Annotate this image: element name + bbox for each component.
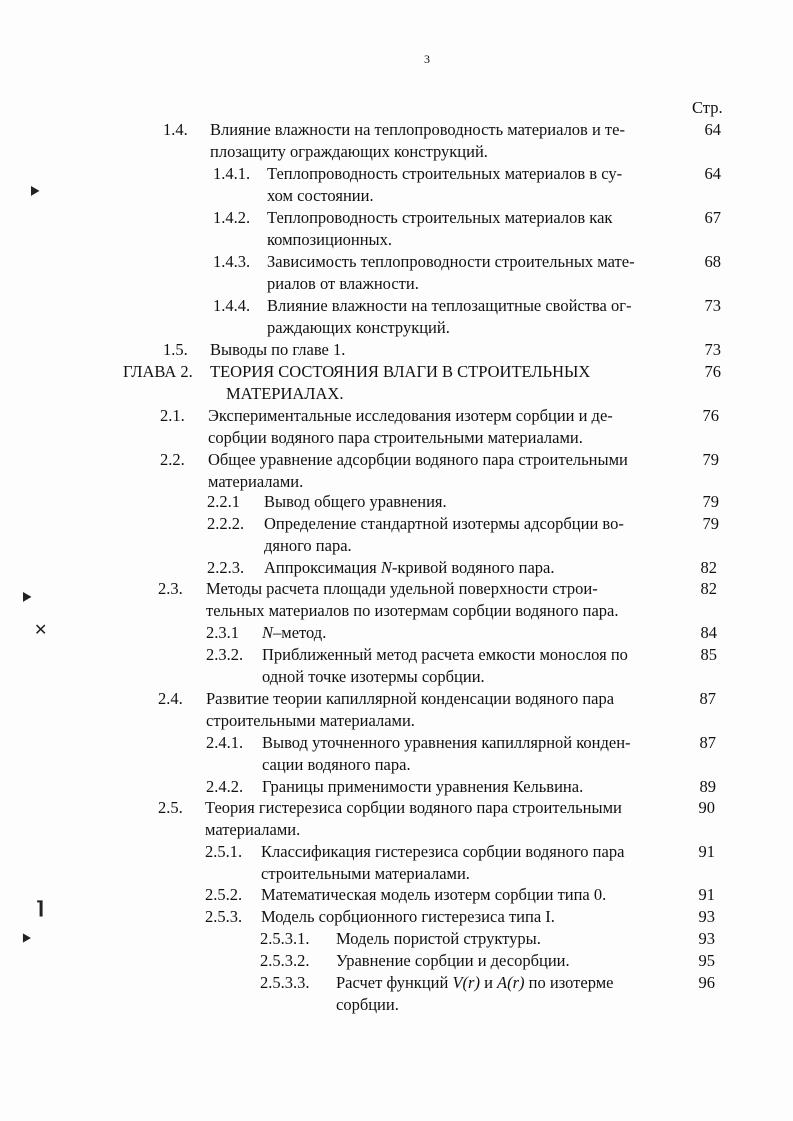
entry-title: Приближенный метод расчета емкости монослоя по одной точке изотермы сорбции. bbox=[262, 645, 628, 686]
entry-page: 89 bbox=[699, 777, 716, 796]
entry-title: Влияние влажности на теплозащитные свойства ог- раждающих конструкций. bbox=[267, 296, 632, 337]
scan-mark-icon: ✕ bbox=[34, 620, 48, 639]
entry-number: 2.4.1. bbox=[206, 733, 244, 752]
entry-page: 82 bbox=[700, 579, 717, 598]
entry-page: 93 bbox=[698, 929, 715, 948]
entry-page: 73 bbox=[704, 296, 721, 315]
entry-title: Вывод общего уравнения. bbox=[264, 492, 447, 511]
entry-number: 2.5.3.2. bbox=[260, 951, 310, 970]
entry-page: 91 bbox=[698, 885, 715, 904]
entry-title: Границы применимости уравнения Кельвина. bbox=[262, 777, 584, 796]
entry-title: Определение стандартной изотермы адсорбции во- дяного пара. bbox=[264, 514, 624, 555]
entry-page: 90 bbox=[698, 798, 715, 817]
entry-number: 2.2. bbox=[160, 450, 185, 469]
entry-title: Зависимость теплопроводности строительных мате- риалов от влажности. bbox=[267, 252, 635, 293]
entry-number: 1.4. bbox=[163, 120, 188, 139]
entry-page: 95 bbox=[698, 951, 715, 970]
entry-number: 2.5.1. bbox=[205, 842, 243, 861]
entry-number: 2.3. bbox=[158, 579, 183, 598]
entry-title: Аппроксимация N-кривой водяного пара. bbox=[264, 558, 555, 577]
entry-page: 67 bbox=[704, 208, 721, 227]
page-column-label: Стр. bbox=[692, 98, 723, 117]
entry-title: Модель пористой структуры. bbox=[336, 929, 541, 948]
entry-title: Теплопроводность строительных материалов в су- хом состоянии. bbox=[267, 164, 623, 205]
entry-title: Общее уравнение адсорбции водяного пара строительными материалами. bbox=[208, 450, 628, 491]
entry-title: Вывод уточненного уравнения капиллярной конден- сации водяного пара. bbox=[262, 733, 631, 774]
entry-number: 1.4.3. bbox=[213, 252, 251, 271]
chapter-number: ГЛАВА 2. bbox=[123, 362, 193, 381]
entry-number: 1.4.1. bbox=[213, 164, 251, 183]
entry-number: 2.5.2. bbox=[205, 885, 243, 904]
entry-number: 2.5. bbox=[158, 798, 183, 817]
entry-number: 2.2.1 bbox=[207, 492, 240, 511]
entry-page: 79 bbox=[702, 492, 719, 511]
entry-title: Уравнение сорбции и десорбции. bbox=[336, 951, 570, 970]
scan-mark-icon: ⯈ bbox=[20, 588, 33, 607]
entry-page: 93 bbox=[698, 907, 715, 926]
entry-title: Экспериментальные исследования изотерм сорбции и де- сорбции водяного пара строительными материалами. bbox=[208, 406, 613, 447]
entry-number: 2.3.1 bbox=[206, 623, 239, 642]
entry-page: 82 bbox=[700, 558, 717, 577]
scan-mark-icon: ⯈ bbox=[20, 930, 33, 948]
entry-page: 84 bbox=[700, 623, 717, 642]
entry-number: 2.5.3.1. bbox=[260, 929, 310, 948]
entry-title: N–метод. bbox=[262, 623, 327, 642]
entry-page: 79 bbox=[702, 450, 719, 469]
entry-page: 87 bbox=[699, 689, 716, 708]
scan-mark-icon: ⌉ bbox=[36, 898, 45, 919]
entry-title: Модель сорбционного гистерезиса типа I. bbox=[261, 907, 555, 926]
entry-title: Классификация гистерезиса сорбции водяного пара строительными материалами. bbox=[261, 842, 625, 883]
entry-number: 2.2.2. bbox=[207, 514, 245, 533]
entry-title: Развитие теории капиллярной конденсации водяного пара строительными материалами. bbox=[206, 689, 615, 730]
entry-number: 1.4.4. bbox=[213, 296, 251, 315]
entry-number: 2.1. bbox=[160, 406, 185, 425]
entry-page: 64 bbox=[704, 164, 721, 183]
entry-title: Выводы по главе 1. bbox=[210, 340, 346, 359]
entry-number: 2.4. bbox=[158, 689, 183, 708]
page-number: 3 bbox=[424, 52, 430, 66]
entry-title: Математическая модель изотерм сорбции типа 0. bbox=[261, 885, 607, 904]
entry-title: Методы расчета площади удельной поверхности строи- тельных материалов по изотермам сорбции водяного пара. bbox=[206, 579, 619, 620]
entry-title: Расчет функций V(r) и A(r) по изотерме сорбции. bbox=[336, 973, 614, 1014]
entry-number: 2.3.2. bbox=[206, 645, 244, 664]
entry-page: 79 bbox=[702, 514, 719, 533]
entry-title: Теплопроводность строительных материалов как композиционных. bbox=[267, 208, 613, 249]
entry-title: Влияние влажности на теплопроводность материалов и те- плозащиту ограждающих конструкций. bbox=[210, 120, 625, 161]
entry-page: 85 bbox=[700, 645, 717, 664]
entry-number: 1.5. bbox=[163, 340, 188, 359]
chapter-title: ТЕОРИЯ СОСТОЯНИЯ ВЛАГИ В СТРОИТЕЛЬНЫХ МАТЕРИАЛАХ. bbox=[210, 362, 591, 403]
entry-page: 73 bbox=[704, 340, 721, 359]
entry-number: 2.2.3. bbox=[207, 558, 245, 577]
entry-title: Теория гистерезиса сорбции водяного пара строительными материалами. bbox=[205, 798, 622, 839]
entry-number: 2.5.3. bbox=[205, 907, 243, 926]
entry-number: 2.4.2. bbox=[206, 777, 244, 796]
scan-mark-icon: ⯈ bbox=[28, 182, 41, 201]
entry-page: 96 bbox=[698, 973, 715, 992]
entry-number: 2.5.3.3. bbox=[260, 973, 310, 992]
entry-number: 1.4.2. bbox=[213, 208, 251, 227]
entry-page: 76 bbox=[702, 406, 719, 425]
entry-page: 76 bbox=[704, 362, 721, 381]
entry-page: 87 bbox=[699, 733, 716, 752]
entry-page: 91 bbox=[698, 842, 715, 861]
entry-page: 68 bbox=[704, 252, 721, 271]
entry-page: 64 bbox=[704, 120, 721, 139]
